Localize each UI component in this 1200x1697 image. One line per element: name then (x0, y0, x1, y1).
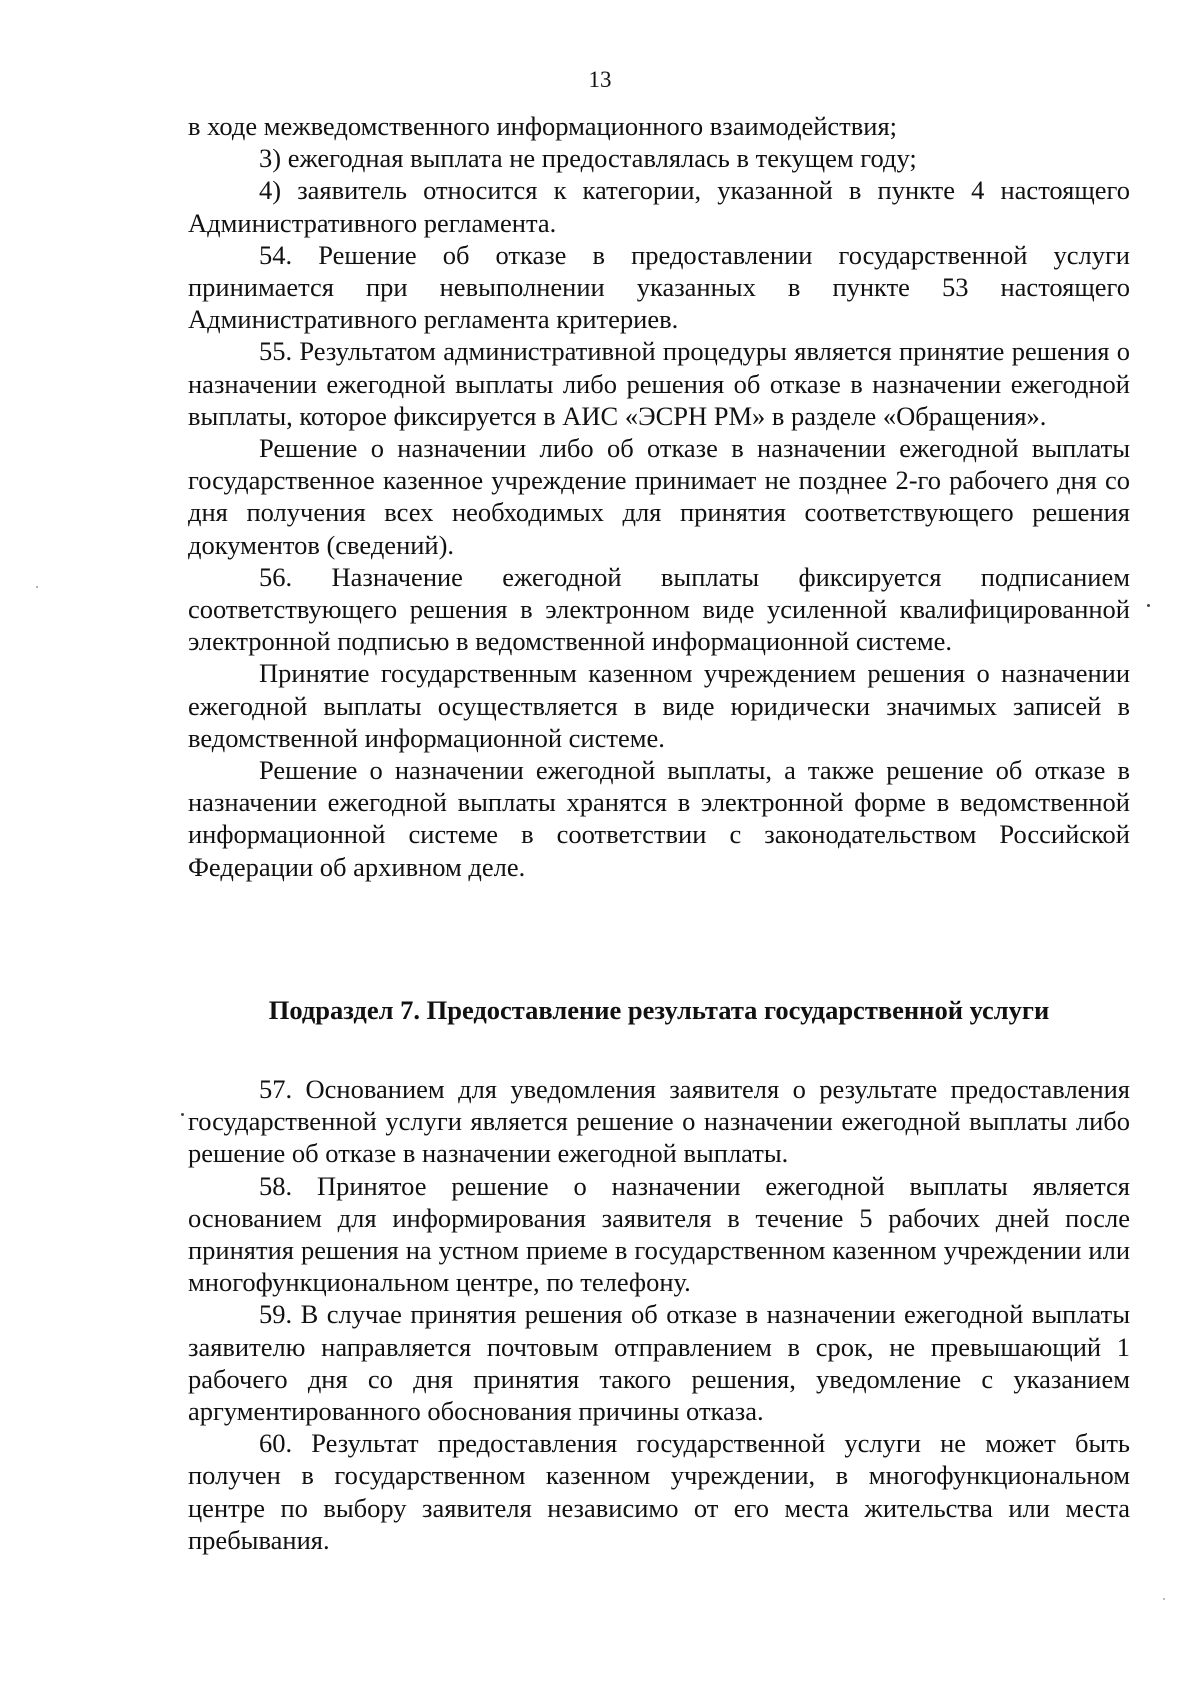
paragraph-54: 54. Решение об отказе в предоставлении государственной услуги принимается при невыполнении указанных в пункте 53 настоящего Административного регламента критериев. (188, 239, 1130, 335)
paragraph-56: 56. Назначение ежегодной выплаты фиксируется подписанием соответствующего решения в электронном виде усиленной квалифицированной электронной подписью в ведомственной информационной системе. (188, 561, 1130, 657)
page-number: 13 (588, 67, 612, 92)
paragraph-55-decision: Решение о назначении либо об отказе в назначении ежегодной выплаты государственное казенное учреждение принимает не позднее 2-го рабочего дня со дня получения всех необходимых для принятия соответствующего решения документов (сведений). (188, 433, 1130, 560)
paragraph-56-storage: Решение о назначении ежегодной выплаты, а также решение об отказе в назначении ежегодной выплаты хранятся в электронной форме в ведомственной информационной системе в соответствии с законодательством Российской Федерации об архивном деле. (188, 755, 1130, 882)
paragraph-item-4: 4) заявитель относится к категории, указанной в пункте 4 настоящего Административного регламента. (188, 175, 1130, 238)
paragraph-item-3: 3) ежегодная выплата не предоставлялась в текущем году; (259, 143, 917, 174)
paragraph-56-records: Принятие государственным казенном учреждением решения о назначении ежегодной выплаты осуществляется в виде юридически значимых записей в ведомственной информационной системе. (188, 658, 1130, 753)
paragraph-57: 57. Основанием для уведомления заявителя о результате предоставления государственной услуги является решение о назначении ежегодной выплаты либо решение об отказе в назначении ежегодной выплаты. (188, 1074, 1130, 1169)
document-body-bottom (188, 1073, 1130, 1556)
scan-artifact-dot (1163, 1598, 1165, 1600)
paragraph-58: 58. Принятое решение о назначении ежегодной выплаты является основанием для информирования заявителя в течение 5 рабочих дней после принятия решения на устном приеме в государственном казенном учреждении или многофункциональном центре, по телефону. (188, 1170, 1130, 1298)
paragraph-59: 59. В случае принятия решения об отказе в назначении ежегодной выплаты заявителю направляется почтовым отправлением в срок, не превышающий 1 рабочего дня со дня принятия такого решения, уведомление с указанием аргументированного обоснования причины отказа. (188, 1299, 1130, 1427)
scan-artifact-dot (36, 586, 38, 588)
document-body-top (188, 110, 1130, 883)
paragraph-60: 60. Результат предоставления государственной услуги не может быть получен в государственном казенном учреждении, в многофункциональном центре по выбору заявителя независимо от его места жительства или места пребывания. (188, 1428, 1130, 1555)
scan-artifact-dot (181, 1113, 184, 1116)
section-heading: Подраздел 7. Предоставление результата государственной услуги (268, 995, 1050, 1025)
paragraph-55: 55. Результатом административной процедуры является принятие решения о назначении ежегодной выплаты либо решения об отказе в назначении ежегодной выплаты, которое фиксируется в АИС «ЭСРН РМ» в разделе «Обращения». (188, 336, 1130, 431)
scan-artifact-dot (1147, 604, 1150, 607)
paragraph-continuation: в ходе межведомственного информационного взаимодействия; (188, 111, 897, 141)
